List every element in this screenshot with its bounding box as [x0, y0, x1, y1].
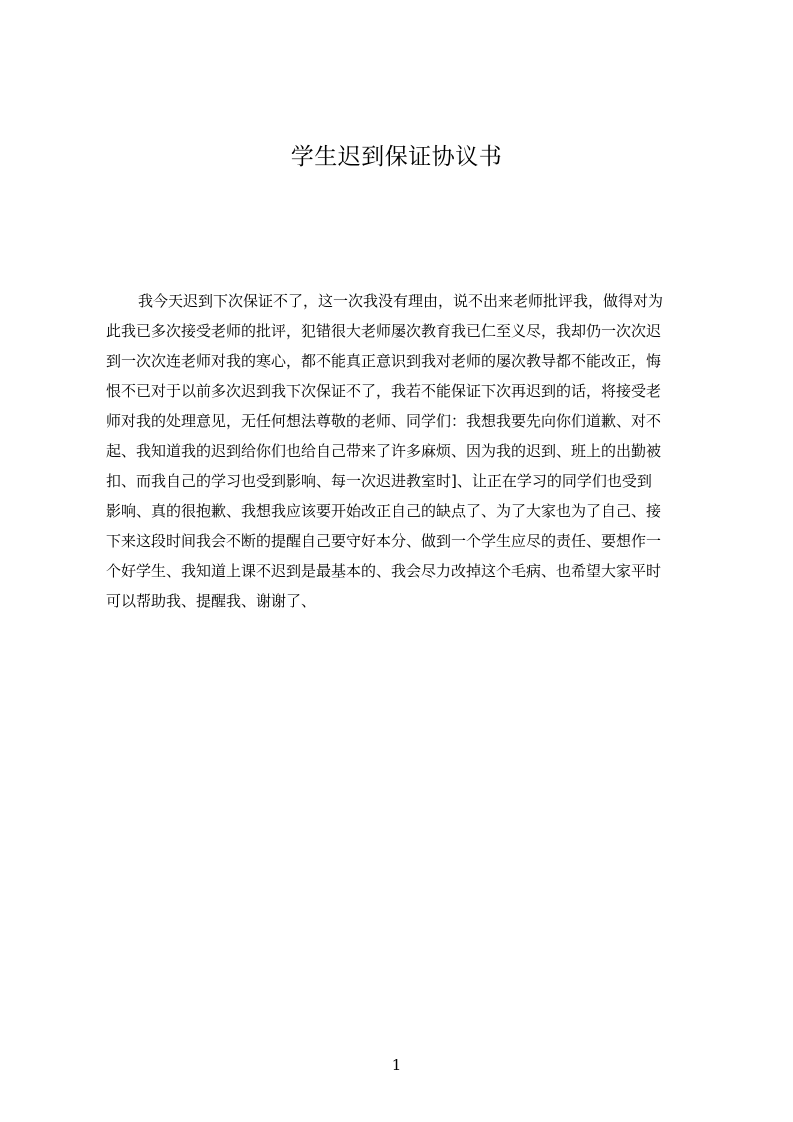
body-line: 我今天迟到下次保证不了，这一次我没有理由，说不出来老师批评我，做得对为 — [138, 292, 664, 310]
body-line: 扣、而我自己的学习也受到影响、每一次迟进教室时]、让正在学习的同学们也受到 — [106, 472, 652, 490]
document-title: 学生迟到保证协议书 — [290, 144, 503, 170]
body-line: 下来这段时间我会不断的提醒自己要守好本分、做到一个学生应尽的责任、要想作一 — [106, 532, 662, 550]
body-line: 师对我的处理意见，无任何想法尊敬的老师、同学们：我想我要先向你们道歉、对不 — [106, 412, 662, 430]
body-line: 影响、真的很抱歉、我想我应该要开始改正自己的缺点了、为了大家也为了自己、接 — [106, 502, 662, 520]
body-line: 此我已多次接受老师的批评，犯错很大老师屡次教育我已仁至义尽，我却仍一次次迟 — [106, 322, 662, 340]
body-line: 恨不已对于以前多次迟到我下次保证不了，我若不能保证下次再迟到的话，将接受老 — [106, 382, 662, 400]
body-line: 到一次次连老师对我的寒心，都不能真正意识到我对老师的屡次教导都不能改正，悔 — [106, 352, 662, 370]
page-number: 1 — [391, 1056, 402, 1074]
document-body — [106, 286, 700, 616]
body-line: 个好学生、我知道上课不迟到是最基本的、我会尽力改掉这个毛病、也希望大家平时 — [106, 562, 662, 580]
body-line: 起、我知道我的迟到给你们也给自己带来了许多麻烦、因为我的迟到、班上的出勤被 — [106, 442, 662, 460]
body-line: 可以帮助我、提醒我、谢谢了、 — [106, 592, 317, 610]
